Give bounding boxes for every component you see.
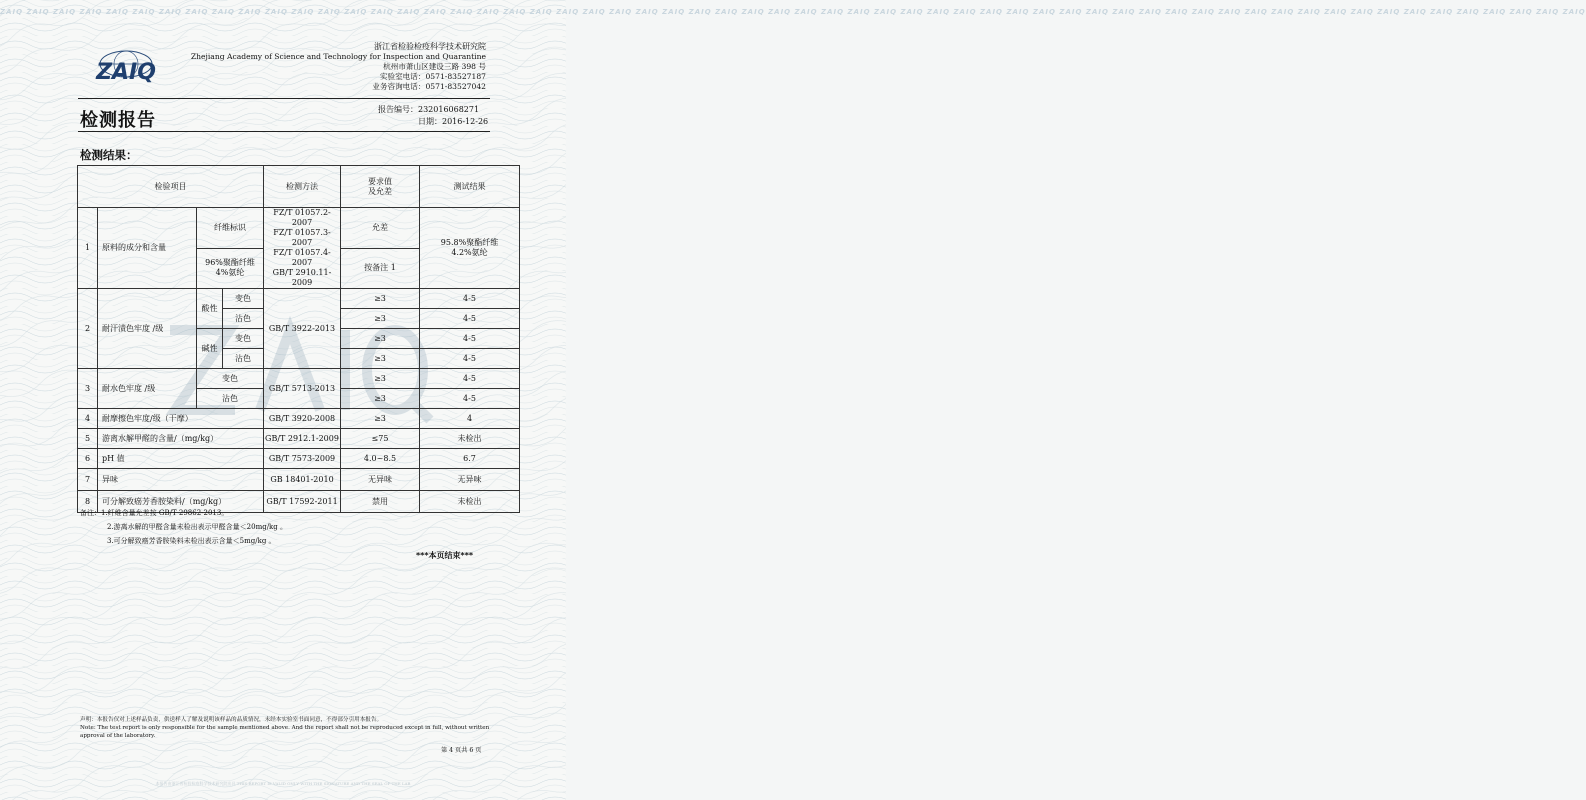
footer-statement-cn: 声明：本报告仅对上述样品负责，供送样人了解及说明该样品的品质情况，未经本实验室书面同意，不得部分引用本报告。 (80, 717, 383, 723)
table-row (78, 409, 520, 429)
row-number: 6 (78, 449, 98, 469)
report-title: 检测报告 (80, 110, 156, 131)
notes (80, 506, 287, 548)
row-item: pH 值 (98, 449, 264, 469)
row-method: FZ/T 01057.2-2007 FZ/T 01057.3-2007 FZ/T 01057.4-2007 GB/T 2910.11-2009 (264, 208, 341, 289)
row-result: 4-5 (420, 349, 520, 369)
row-requirement: ≥3 (341, 369, 420, 389)
organization-info (191, 42, 486, 92)
row-condition: 酸性 (197, 289, 223, 329)
row-subitem: 变色 (223, 329, 264, 349)
row-requirement: ≥3 (341, 289, 420, 309)
row-requirement: ≥3 (341, 409, 420, 429)
row-number: 4 (78, 409, 98, 429)
row-requirement: ≤75 (341, 429, 420, 449)
row-requirement: ≥3 (341, 309, 420, 329)
results-table (77, 165, 520, 513)
org-name-en: Zhejiang Academy of Science and Technology for Inspection and Quarantine (190, 52, 486, 61)
row-method: GB 18401-2010 (264, 469, 341, 491)
row-result: 95.8%聚酯纤维 4.2%氨纶 (420, 208, 520, 289)
row-requirement: ≥3 (341, 389, 420, 409)
lab-phone: 实验室电话：0571-83527187 (379, 72, 486, 81)
note-1: 备注：1.纤维含量允差按 GB/T 29862-2013。 (80, 509, 229, 517)
header-rule (78, 98, 490, 99)
row-result: 无异味 (420, 469, 520, 491)
row-requirement: 4.0~8.5 (341, 449, 420, 469)
table-header-row (78, 166, 520, 208)
zaiq-logo (76, 48, 176, 84)
table-row (78, 469, 520, 491)
row-subitem: 变色 (197, 369, 264, 389)
report-number: 报告编号：232016068271 (378, 105, 480, 114)
footer-statement (80, 716, 490, 740)
report-date: 日期：2016-12-26 (418, 117, 489, 126)
page-end-marker: ***本页结束*** (416, 551, 474, 560)
row-item: 游离水解甲醛的含量/（mg/kg） (98, 429, 264, 449)
row-result: 4-5 (420, 289, 520, 309)
row-subitem: 纤维标识 (197, 208, 264, 249)
row-result: 4-5 (420, 369, 520, 389)
header-item: 检验项目 (78, 166, 264, 208)
band-text: ZAIQ ZAIQ ZAIQ ZAIQ ZAIQ ZAIQ ZAIQ ZAIQ ZAIQ ZAIQ ZAIQ ZAIQ ZAIQ ZAIQ ZAIQ ZAIQ ZAIQ ZAIQ ZAIQ ZAIQ ZAIQ ZAIQ ZAIQ ZAIQ ZAIQ ZAIQ ZAIQ ZAIQ ZAIQ ZAIQ ZAIQ ZAIQ ZAIQ ZAIQ ZAIQ ZAIQ ZAIQ ZAIQ ZAIQ ZAIQ ZAIQ ZAIQ ZAIQ ZAIQ ZAIQ ZAIQ ZAIQ ZAIQ ZAIQ ZAIQ ZAIQ ZAIQ ZAIQ ZAIQ ZAIQ ZAIQ ZAIQ ZAIQ ZAIQ ZAIQ (0, 8, 1586, 16)
row-method: GB/T 3920-2008 (264, 409, 341, 429)
row-number: 2 (78, 289, 98, 369)
row-item: 耐汗渍色牢度 /级 (98, 289, 197, 369)
row-method: GB/T 17592-2011 (264, 491, 341, 513)
footer-statement-en: Note: The test report is only responsible for the sample mentioned above. And the report shall not be reproduced except in full, without written approval of the laboratory. (80, 725, 490, 739)
row-requirement: 按备注 1 (341, 248, 420, 289)
row-method: GB/T 7573-2009 (264, 449, 341, 469)
row-item: 耐水色牢度 /级 (98, 369, 197, 409)
row-number: 7 (78, 469, 98, 491)
header-requirement: 要求值 及允差 (341, 166, 420, 208)
row-condition: 碱性 (197, 329, 223, 369)
row-requirement: 无异味 (341, 469, 420, 491)
header-method: 检测方法 (264, 166, 341, 208)
table-row (78, 429, 520, 449)
row-result: 6.7 (420, 449, 520, 469)
row-number: 5 (78, 429, 98, 449)
row-requirement: 禁用 (341, 491, 420, 513)
row-method: GB/T 5713-2013 (264, 369, 341, 409)
row-subitem: 沾色 (197, 389, 264, 409)
org-address: 杭州市萧山区建设三路 398 号 (383, 62, 486, 71)
header-result: 测试结果 (420, 166, 520, 208)
row-result: 4-5 (420, 329, 520, 349)
logo-text: ZAIQ (96, 60, 156, 85)
row-item: 可分解致癌芳香胺染料/（mg/kg） (98, 491, 264, 513)
security-band (0, 6, 1586, 18)
row-subitem: 96%聚酯纤维 4%氨纶 (197, 248, 264, 289)
table-row (78, 449, 520, 469)
row-requirement: 允差 (341, 208, 420, 249)
title-rule (78, 131, 490, 132)
row-subitem: 沾色 (223, 349, 264, 369)
note-2: 2.游离水解的甲醛含量未检出表示甲醛含量＜20mg/kg 。 (107, 523, 288, 531)
note-3: 3.可分解致癌芳香胺染料未检出表示含量＜5mg/kg 。 (107, 537, 276, 545)
row-method: GB/T 3922-2013 (264, 289, 341, 369)
table-row (78, 369, 520, 389)
row-result: 未检出 (420, 491, 520, 513)
row-subitem: 变色 (223, 289, 264, 309)
row-number: 1 (78, 208, 98, 289)
row-requirement: ≥3 (341, 329, 420, 349)
row-item: 原料的成分和含量 (98, 208, 197, 289)
row-result: 4 (420, 409, 520, 429)
row-subitem: 沾色 (223, 309, 264, 329)
section-title: 检测结果： (80, 148, 138, 162)
row-item: 耐摩擦色牢度/级（干摩） (98, 409, 264, 429)
row-item: 异味 (98, 469, 264, 491)
org-name-cn: 浙江省检验检疫科学技术研究院 (374, 42, 486, 51)
row-number: 3 (78, 369, 98, 409)
report-meta (378, 104, 490, 128)
row-result: 4-5 (420, 389, 520, 409)
row-number: 8 (78, 491, 98, 513)
page-number: 第 4 页共 6 页 (441, 747, 482, 754)
row-method: GB/T 2912.1-2009 (264, 429, 341, 449)
bottom-security-line: 本报告由浙江省检验检疫科学技术研究院出具 THIS REPORT IS VALID ONLY WITH THE SIGNATURE AND THE SEAL OF THE LAB (155, 781, 411, 786)
table-row (78, 289, 520, 309)
business-phone: 业务咨询电话：0571-83527042 (372, 82, 486, 91)
row-result: 未检出 (420, 429, 520, 449)
row-result: 4-5 (420, 309, 520, 329)
row-requirement: ≥3 (341, 349, 420, 369)
table-row (78, 208, 520, 249)
